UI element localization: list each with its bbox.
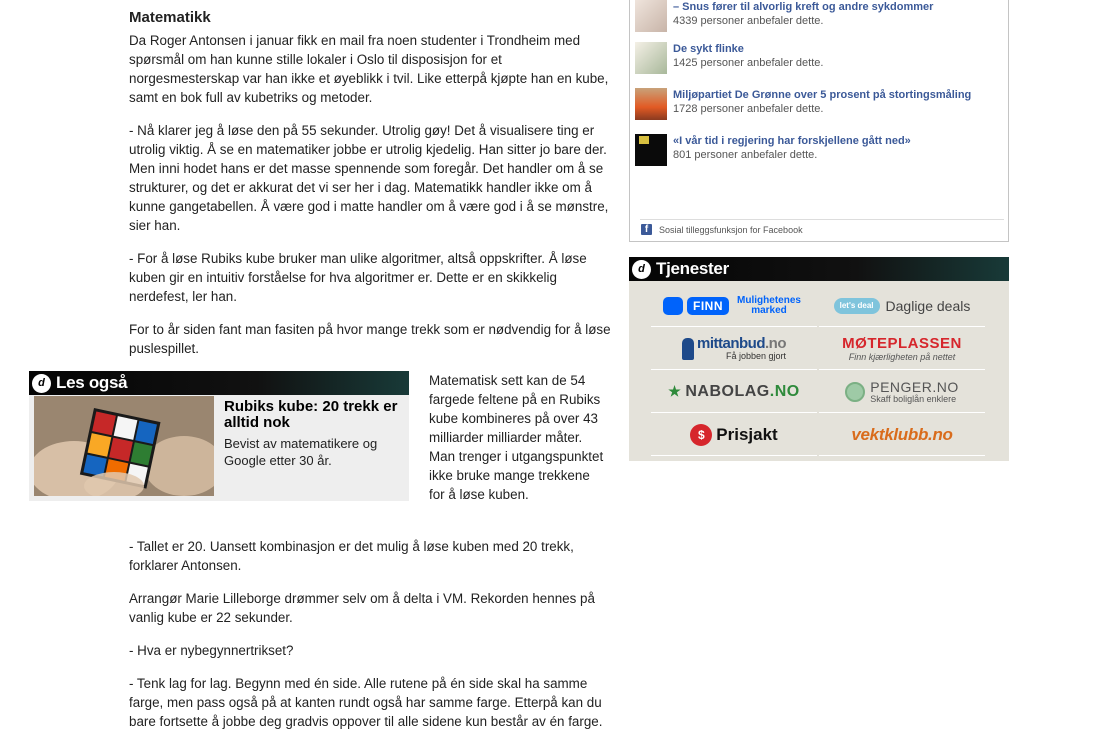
prisjakt-logo [690, 424, 777, 446]
article-side-paragraph: Matematisk sett kan de 54 fargede feltene på en Rubiks kube kombineres på over 43 milliarder milliarder måter. Man trenger i utgangspunktet ikke bruke mange trekkene for å løse kuben. [429, 373, 604, 502]
article-paragraph: For to år siden fant man fasiten på hvor mange trekk som er nødvendig for å løse puslespillet. [129, 322, 611, 356]
article-body-continued [129, 537, 611, 745]
fb-item-count: 4339 personer anbefaler dette. [673, 15, 824, 27]
service-vektklubb[interactable] [819, 414, 985, 456]
fb-item-thumbnail[interactable] [635, 88, 667, 120]
fb-recommendation-item[interactable] [635, 42, 1005, 82]
service-penger[interactable] [819, 371, 985, 413]
fb-item-thumbnail[interactable] [635, 0, 667, 32]
article-paragraph: Da Roger Antonsen i januar fikk en mail fra noen studenter i Trondheim med spørsmål om han kunne stille lokaler i Oslo til disposisjon for et norgesmesterskap var han ikke et øyeblikk i tvil. Like etterpå kjøpte han en kube, samt en bok full av kubetriks og metoder. [129, 33, 609, 105]
coin-icon [845, 382, 865, 402]
service-finn[interactable] [651, 285, 817, 327]
article-paragraph: - Nå klarer jeg å løse den på 55 sekunder. Utrolig gøy! Det å visualisere ting er utrolig viktig. Å se en matematiker jobbe er utrolig kjedelig. Han sitter jo bare der. Men inni hodet hans er det masse spennende som foregår. Det handler om å se strukturer, og det er akkurat det vi ser her i dag. Matematikk handler ikke om å kunne gangetabellen. Å være god i matte handler om å være god i å se mønstre, sier han. [129, 123, 609, 233]
finn-shape-icon [663, 297, 683, 315]
dollar-badge-icon: $ [690, 424, 712, 446]
article-paragraph: Arrangør Marie Lilleborge drømmer selv om å delta i VM. Rekorden hennes på vanlig kube er 22 sekunder. [129, 591, 595, 625]
letsdeal-name: Daglige deals [885, 297, 971, 314]
mittanbud-tagline: Få jobben gjort [725, 351, 786, 361]
section-heading: Matematikk [129, 9, 211, 26]
fb-item-title[interactable]: De sykt flinke [673, 43, 744, 55]
service-daglige-deals[interactable] [819, 285, 985, 327]
les-ogsa-header [29, 371, 409, 395]
article-question: - Hva er nybegynnertrikset? [129, 643, 294, 658]
worker-figure-icon [682, 338, 694, 360]
service-moteplassen[interactable] [819, 328, 985, 370]
fb-item-thumbnail[interactable] [635, 42, 667, 74]
article-body [129, 8, 611, 372]
fb-item-count: 1425 personer anbefaler dette. [673, 57, 824, 69]
fb-footer [640, 219, 1004, 237]
fb-item-count: 1728 personer anbefaler dette. [673, 103, 824, 115]
penger-name: PENGER.NO [870, 378, 959, 395]
service-mittanbud[interactable] [651, 328, 817, 370]
les-ogsa-description: Bevist av matematikere og Google etter 30 år. [224, 436, 378, 468]
article-paragraph: - Tenk lag for lag. Begynn med én side. Alle rutene på én side skal ha samme farge, men pass også på at kanten rundt også har samme farge. Etterpå kan du bare fortsette å jobbe deg gradvis oppover til alle sidene kun består av én farge. [129, 676, 603, 729]
article-paragraph: - For å løse Rubiks kube bruker man ulike algoritmer, altså oppskrifter. Å løse kuben gir en intuitiv forståelse for hva algoritmer er. Dette er en skikkelig nerdefest, ler han. [129, 251, 587, 304]
dagbladet-logo-icon: d [32, 374, 51, 393]
service-nabolag[interactable] [651, 371, 817, 413]
mittanbud-name: mittanbud [697, 335, 765, 352]
tjenester-header [629, 257, 1009, 281]
star-icon: ★ [668, 382, 682, 399]
les-ogsa-box[interactable] [29, 371, 409, 501]
vektklubb-logo: vektklubb.no [851, 424, 953, 444]
broken-image-icon [639, 136, 649, 144]
moteplassen-name: MØTEPLASSEN [842, 334, 962, 352]
fb-recommendation-item[interactable] [635, 134, 1005, 174]
fb-item-title[interactable]: – Snus fører til alvorlig kreft og andre sykdommer [673, 1, 934, 13]
finn-logo [663, 296, 805, 316]
tjenester-label: Tjenester [656, 259, 729, 278]
service-prisjakt[interactable] [651, 414, 817, 456]
fb-item-count: 801 personer anbefaler dette. [673, 149, 818, 161]
finn-tagline: Mulighetenes marked [737, 294, 801, 316]
rubiks-cube-image[interactable] [34, 396, 214, 496]
fb-item-thumbnail[interactable] [635, 134, 667, 166]
mittanbud-tld: .no [765, 335, 786, 352]
fb-item-title[interactable]: «I vår tid i regjering har forskjellene gått ned» [673, 135, 911, 147]
rubiks-cube-illustration [34, 396, 214, 496]
mittanbud-logo [682, 336, 786, 361]
fb-recommendation-item[interactable] [635, 88, 1005, 128]
moteplassen-tagline: Finn kjærligheten på nettet [848, 351, 956, 362]
facebook-icon: f [641, 224, 652, 235]
letsdeal-bubble-icon: let's deal [834, 298, 880, 314]
article-paragraph: - Tallet er 20. Uansett kombinasjon er det mulig å løse kuben med 20 trekk, forklarer Antonsen. [129, 539, 574, 573]
nabolag-logo [668, 383, 799, 401]
facebook-recommendations [629, 0, 1009, 242]
les-ogsa-label: Les også [56, 373, 128, 392]
moteplassen-logo [842, 336, 962, 362]
dagbladet-logo-icon: d [632, 260, 651, 279]
fb-recommendation-item[interactable] [635, 0, 1005, 40]
fb-footer-text[interactable]: Sosial tilleggsfunksjon for Facebook [659, 225, 803, 235]
nabolag-name: NABOLAG [685, 382, 770, 400]
prisjakt-name: Prisjakt [716, 424, 778, 444]
penger-tagline: Skaff boliglån enklere [870, 393, 957, 404]
penger-logo [845, 380, 959, 404]
letsdeal-logo [834, 298, 971, 314]
les-ogsa-title-link[interactable]: Rubiks kube: 20 trekk er alltid nok [224, 398, 398, 431]
tjenester-box [629, 257, 1009, 461]
nabolag-tld: .NO [769, 382, 800, 400]
finn-name: FINN [687, 297, 729, 315]
fb-item-title[interactable]: Miljøpartiet De Grønne over 5 prosent på stortingsmåling [673, 89, 972, 101]
